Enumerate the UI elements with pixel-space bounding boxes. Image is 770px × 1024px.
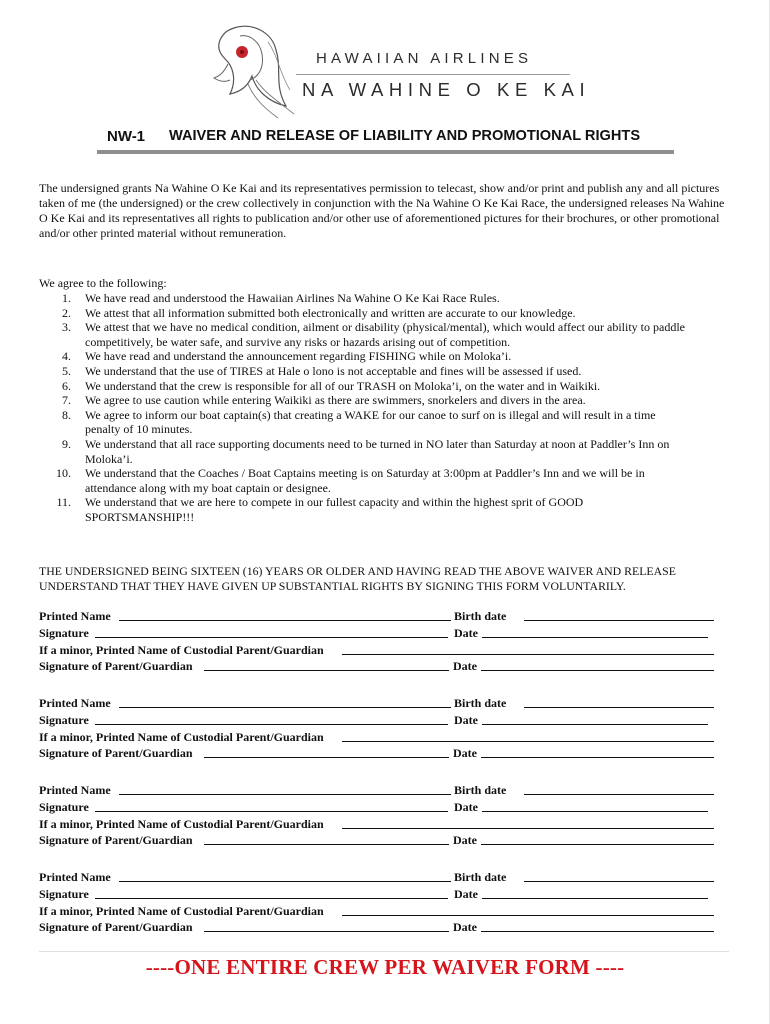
printed-name-field[interactable] [119, 870, 451, 882]
date-field[interactable] [482, 713, 708, 725]
list-item: 9. We understand that all race supporting documents need to be turned in NO later than Saturday at noon at Paddler’s Inn on Moloka’i. [62, 436, 670, 466]
signature-field[interactable] [95, 887, 448, 899]
list-item: 1. We have read and understood the Hawaiian Airlines Na Wahine O Ke Kai Race Rules. [62, 291, 500, 305]
guardian-signature-field[interactable] [204, 833, 449, 845]
birth-date-label: Birth date [454, 783, 507, 797]
guardian-name-label: If a minor, Printed Name of Custodial Parent/Guardian [39, 642, 324, 657]
guardian-signature-label: Signature of Parent/Guardian [39, 659, 193, 674]
footer-note: ----ONE ENTIRE CREW PER WAIVER FORM ---- [145, 955, 625, 979]
guardian-signature-label: Signature of Parent/Guardian [39, 920, 193, 935]
declaration-text: THE UNDERSIGNED BEING SIXTEEN (16) YEARS OR OLDER AND HAVING READ THE ABOVE WAIVER AND RELEASE UNDERSTAND THAT THEY HAVE GIVEN UP SUBSTANTIAL RIGHTS BY SIGNING THIS FORM VOLUNTARILY. [39, 564, 676, 593]
intro-line: The undersigned grants Na Wahine O Ke Kai and its representatives permission to telecast, show and/or print and publish any and all pictures [39, 181, 720, 195]
guardian-signature-field[interactable] [204, 659, 449, 671]
guardian-name-label: If a minor, Printed Name of Custodial Parent/Guardian [39, 903, 324, 918]
list-item: 6. We understand that the crew is responsible for all of our TRASH on Moloka’i, on the water and in Waikiki. [62, 378, 601, 393]
birth-date-field[interactable] [524, 783, 714, 795]
intro-line: taken of me (the undersigned) or the crew collectively in conjunction with the Na Wahine O Ke Kai Race, the undersigned releases Na Wahine [39, 196, 725, 210]
guardian-signature-field[interactable] [204, 920, 449, 932]
signature-block [39, 609, 719, 676]
list-item: 7. We agree to use caution while entering Waikiki as there are swimmers, snorkelers and divers in the area. [62, 393, 586, 408]
brand-divider [296, 74, 570, 75]
date-label: Date [454, 712, 478, 727]
signature-label: Signature [39, 712, 89, 727]
printed-name-field[interactable] [119, 609, 451, 621]
birth-date-field[interactable] [524, 609, 714, 621]
signature-block [39, 870, 719, 937]
birth-date-label: Birth date [454, 609, 507, 623]
printed-name-label: Printed Name [39, 870, 111, 884]
signature-block [39, 783, 719, 850]
printed-name-label: Printed Name [39, 783, 111, 797]
date-field[interactable] [481, 833, 714, 845]
date-field[interactable] [482, 626, 708, 638]
signature-label: Signature [39, 799, 89, 814]
signature-field[interactable] [95, 800, 448, 812]
airline-name: HAWAIIAN AIRLINES [316, 50, 533, 67]
list-item: 3. We attest that we have no medical condition, ailment or disability (physical/mental), which would affect our ability to paddle competitively, be water safe, and survive any risks or hazards arising out of competition. [62, 320, 685, 349]
date-label: Date [454, 799, 478, 814]
list-item: 2. We attest that all information submitted both electronically and written are accurate to our knowledge. [62, 305, 576, 320]
agreement-lead: We agree to the following: [39, 276, 167, 290]
footer-divider [39, 951, 729, 952]
guardian-signature-label: Signature of Parent/Guardian [39, 746, 193, 761]
list-item: 10. We understand that the Coaches / Boat Captains meeting is on Saturday at 3:00pm at Paddler’s Inn and we will be in attendance along with my boat captain or designee. [56, 466, 645, 495]
printed-name-field[interactable] [119, 783, 451, 795]
date-field[interactable] [482, 800, 708, 812]
signature-label: Signature [39, 886, 89, 901]
form-title: WAIVER AND RELEASE OF LIABILITY AND PROMOTIONAL RIGHTS [169, 128, 641, 144]
date-label: Date [454, 886, 478, 901]
guardian-name-field[interactable] [342, 643, 714, 655]
birth-date-field[interactable] [524, 696, 714, 708]
list-item: 8. We agree to inform our boat captain(s) that creating a WAKE for our canoe to surf on is illegal and will result in a time penalty of 10 minutes. [62, 407, 656, 437]
list-item: 11. We understand that we are here to compete in our fullest capacity and within the highest sprit of GOOD SPORTSMANSHIP!!! [56, 495, 584, 524]
date-label: Date [453, 659, 477, 674]
date-field[interactable] [481, 920, 714, 932]
date-label: Date [453, 746, 477, 761]
birth-date-label: Birth date [454, 870, 507, 884]
guardian-name-label: If a minor, Printed Name of Custodial Parent/Guardian [39, 816, 324, 831]
printed-name-field[interactable] [119, 696, 451, 708]
guardian-name-field[interactable] [342, 904, 714, 916]
signature-field[interactable] [95, 713, 448, 725]
signature-label: Signature [39, 625, 89, 640]
date-label: Date [453, 920, 477, 935]
birth-date-field[interactable] [524, 870, 714, 882]
intro-line: and/or other printed material without remuneration. [39, 226, 287, 240]
intro-line: O Ke Kai and its representatives all rights to publication and/or other use of aforementioned pictures for their brochures, or other promotional [39, 211, 720, 225]
form-code: NW-1 [107, 128, 146, 145]
hula-woman-logo [190, 20, 300, 120]
list-item: 5. We understand that the use of TIRES at Hale o lono is not acceptable and fines will be assessed if used. [62, 363, 582, 378]
date-field[interactable] [482, 887, 708, 899]
guardian-name-label: If a minor, Printed Name of Custodial Parent/Guardian [39, 729, 324, 744]
guardian-name-field[interactable] [342, 730, 714, 742]
printed-name-label: Printed Name [39, 696, 111, 710]
signature-block [39, 696, 719, 763]
agreement-list [39, 291, 729, 525]
intro-paragraph [39, 181, 729, 241]
date-field[interactable] [481, 659, 714, 671]
list-item: 4. We have read and understand the announcement regarding FISHING while on Moloka’i. [62, 349, 512, 364]
date-label: Date [453, 833, 477, 848]
guardian-signature-label: Signature of Parent/Guardian [39, 833, 193, 848]
event-name: NA WAHINE O KE KAI [302, 79, 591, 100]
guardian-name-field[interactable] [342, 817, 714, 829]
printed-name-label: Printed Name [39, 609, 111, 623]
date-label: Date [454, 625, 478, 640]
birth-date-label: Birth date [454, 696, 507, 710]
title-divider [97, 150, 674, 154]
guardian-signature-field[interactable] [204, 746, 449, 758]
date-field[interactable] [481, 746, 714, 758]
signature-field[interactable] [95, 626, 448, 638]
